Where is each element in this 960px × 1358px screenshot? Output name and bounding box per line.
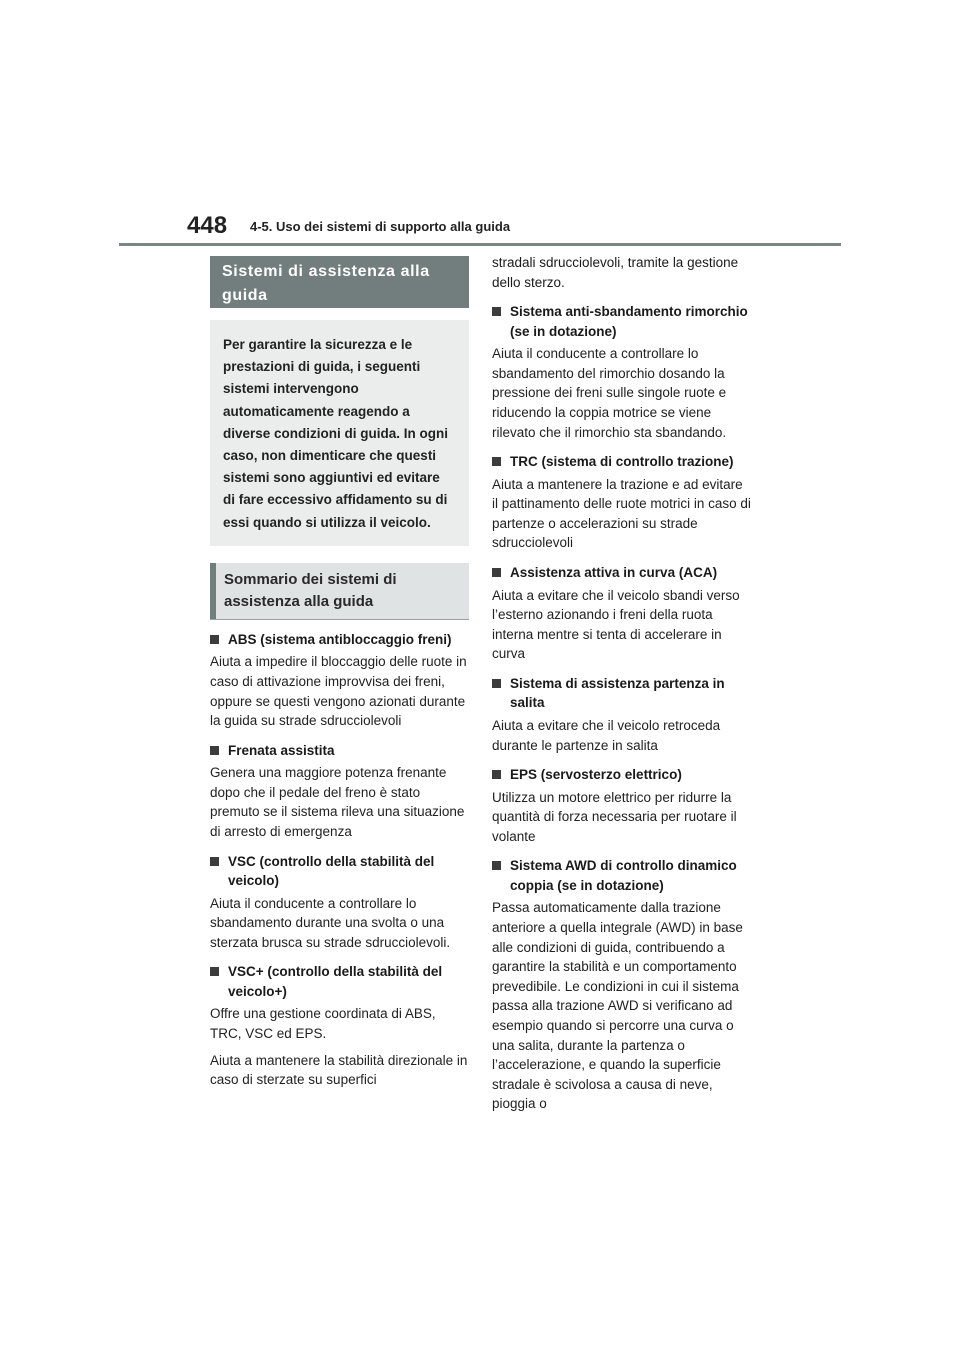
item-paragraph: Aiuta a mantenere la stabilità direzionale in caso di sterzate su superfici <box>210 1052 468 1088</box>
square-bullet-icon <box>492 679 501 688</box>
item-paragraph: Aiuta il conducente a controllare lo sbandamento durante una svolta o una sterzata brusca su strade sdrucciolevoli. <box>210 895 451 950</box>
square-bullet-icon <box>492 457 501 466</box>
item-heading <box>492 856 751 895</box>
item-paragraph: Passa automaticamente dalla trazione anteriore a quella integrale (AWD) in base alle condizioni di guida, contribuendo a garantire la stabilità e un comportamento prevedibile. Le condizioni in cui il sistema passa alla trazione AWD si verificano ad esempio quando si percorre una curva o una salita, durante la partenza o l’accelerazione, e quando la superficie stradale è scivolosa a causa di neve, pioggia o <box>492 900 743 1112</box>
header-rule <box>119 243 841 246</box>
item-body <box>210 1004 469 1089</box>
item-heading <box>492 452 751 472</box>
list-item <box>492 302 751 442</box>
section-title: 4-5. Uso dei sistemi di supporto alla guida <box>250 219 511 234</box>
square-bullet-icon <box>492 770 501 779</box>
item-heading <box>492 563 751 583</box>
continued-text: stradali sdrucciolevoli, tramite la gestione dello sterzo. <box>492 255 739 290</box>
item-paragraph: Genera una maggiore potenza frenante dopo che il pedale del freno è stato premuto se il sistema rileva una situazione di arresto di emergenza <box>210 765 465 839</box>
page-number: 448 <box>187 212 228 239</box>
list-item <box>210 852 469 953</box>
item-body <box>210 894 469 953</box>
item-heading <box>492 765 751 785</box>
left-item-list <box>210 630 469 1090</box>
item-heading <box>210 630 469 650</box>
list-item <box>492 674 751 755</box>
square-bullet-icon <box>210 635 219 644</box>
item-heading <box>210 741 469 761</box>
square-bullet-icon <box>492 307 501 316</box>
item-heading-text: Sistema di assistenza partenza in salita <box>510 675 725 711</box>
box-title: Sistemi di assistenza alla guida <box>210 256 469 308</box>
item-paragraph: Aiuta il conducente a controllare lo sbandamento del rimorchio dosando la pressione dei freni sulle singole ruote e riducendo la coppia motrice se viene rilevato che il rimorchio sta sbandando. <box>492 346 727 440</box>
right-item-list <box>492 302 751 1114</box>
list-item <box>210 741 469 842</box>
list-item <box>492 856 751 1114</box>
item-heading-text: Frenata assistita <box>228 742 335 758</box>
square-bullet-icon <box>492 568 501 577</box>
item-body <box>492 344 751 442</box>
item-paragraph: Aiuta a mantenere la trazione e ad evitare il pattinamento delle ruote motrici in caso di partenze o accelerazioni su strade sdrucciolevoli <box>492 476 751 551</box>
item-heading <box>210 852 469 891</box>
intro-box: Per garantire la sicurezza e le prestazioni di guida, i seguenti sistemi intervengono automaticamente reagendo a diverse condizioni di guida. In ogni caso, non dimenticare che questi sistemi sono aggiuntivi ed evitare di fare eccessivo affidamento su di essi quando si utilizza il veicolo. <box>210 320 469 546</box>
item-body <box>492 898 751 1114</box>
item-paragraph: Utilizza un motore elettrico per ridurre la quantità di forza necessaria per ruotare il volante <box>492 789 737 844</box>
list-item <box>492 563 751 664</box>
item-heading <box>210 962 469 1001</box>
item-paragraph: Aiuta a impedire il bloccaggio delle ruote in caso di attivazione improvvisa dei freni, oppure se questi vengono azionati durante la guida su strade sdrucciolevoli <box>210 654 467 729</box>
summary-heading: Sommario dei sistemi di assistenza alla guida <box>210 563 469 619</box>
item-body <box>492 788 751 847</box>
item-paragraph: Aiuta a evitare che il veicolo sbandi verso l’esterno azionando i freni della ruota interna mentre si tenta di accelerare in curva <box>492 587 740 662</box>
item-heading-text: VSC (controllo della stabilità del veicolo) <box>228 853 435 889</box>
item-heading <box>492 674 751 713</box>
item-heading-text: TRC (sistema di controllo trazione) <box>510 454 734 470</box>
item-paragraph: Aiuta a evitare che il veicolo retroceda durante le partenze in salita <box>492 717 721 753</box>
item-heading-text: Sistema AWD di controllo dinamico coppia (se in dotazione) <box>510 858 737 893</box>
summary-rule <box>210 619 469 620</box>
square-bullet-icon <box>492 861 501 870</box>
square-bullet-icon <box>210 746 219 755</box>
item-body <box>492 716 751 755</box>
square-bullet-icon <box>210 967 219 976</box>
item-body <box>492 475 751 553</box>
item-heading-text: Assistenza attiva in curva (ACA) <box>510 565 718 581</box>
list-item <box>210 962 469 1089</box>
list-item <box>492 452 751 553</box>
square-bullet-icon <box>210 857 219 866</box>
item-heading <box>492 302 751 341</box>
left-column <box>210 256 469 1090</box>
item-body <box>492 586 751 664</box>
list-item <box>492 765 751 846</box>
right-column <box>492 253 751 1114</box>
item-paragraph: Offre una gestione coordinata di ABS, TRC, VSC ed EPS. <box>210 1006 436 1041</box>
item-heading-text: VSC+ (controllo della stabilità del veicolo+) <box>228 964 443 999</box>
item-heading-text: Sistema anti-sbandamento rimorchio (se in dotazione) <box>510 304 748 339</box>
list-item <box>210 630 469 731</box>
item-heading-text: ABS (sistema antibloccaggio freni) <box>228 631 452 647</box>
item-heading-text: EPS (servosterzo elettrico) <box>510 767 682 783</box>
item-body <box>210 652 469 730</box>
item-body <box>210 763 469 841</box>
